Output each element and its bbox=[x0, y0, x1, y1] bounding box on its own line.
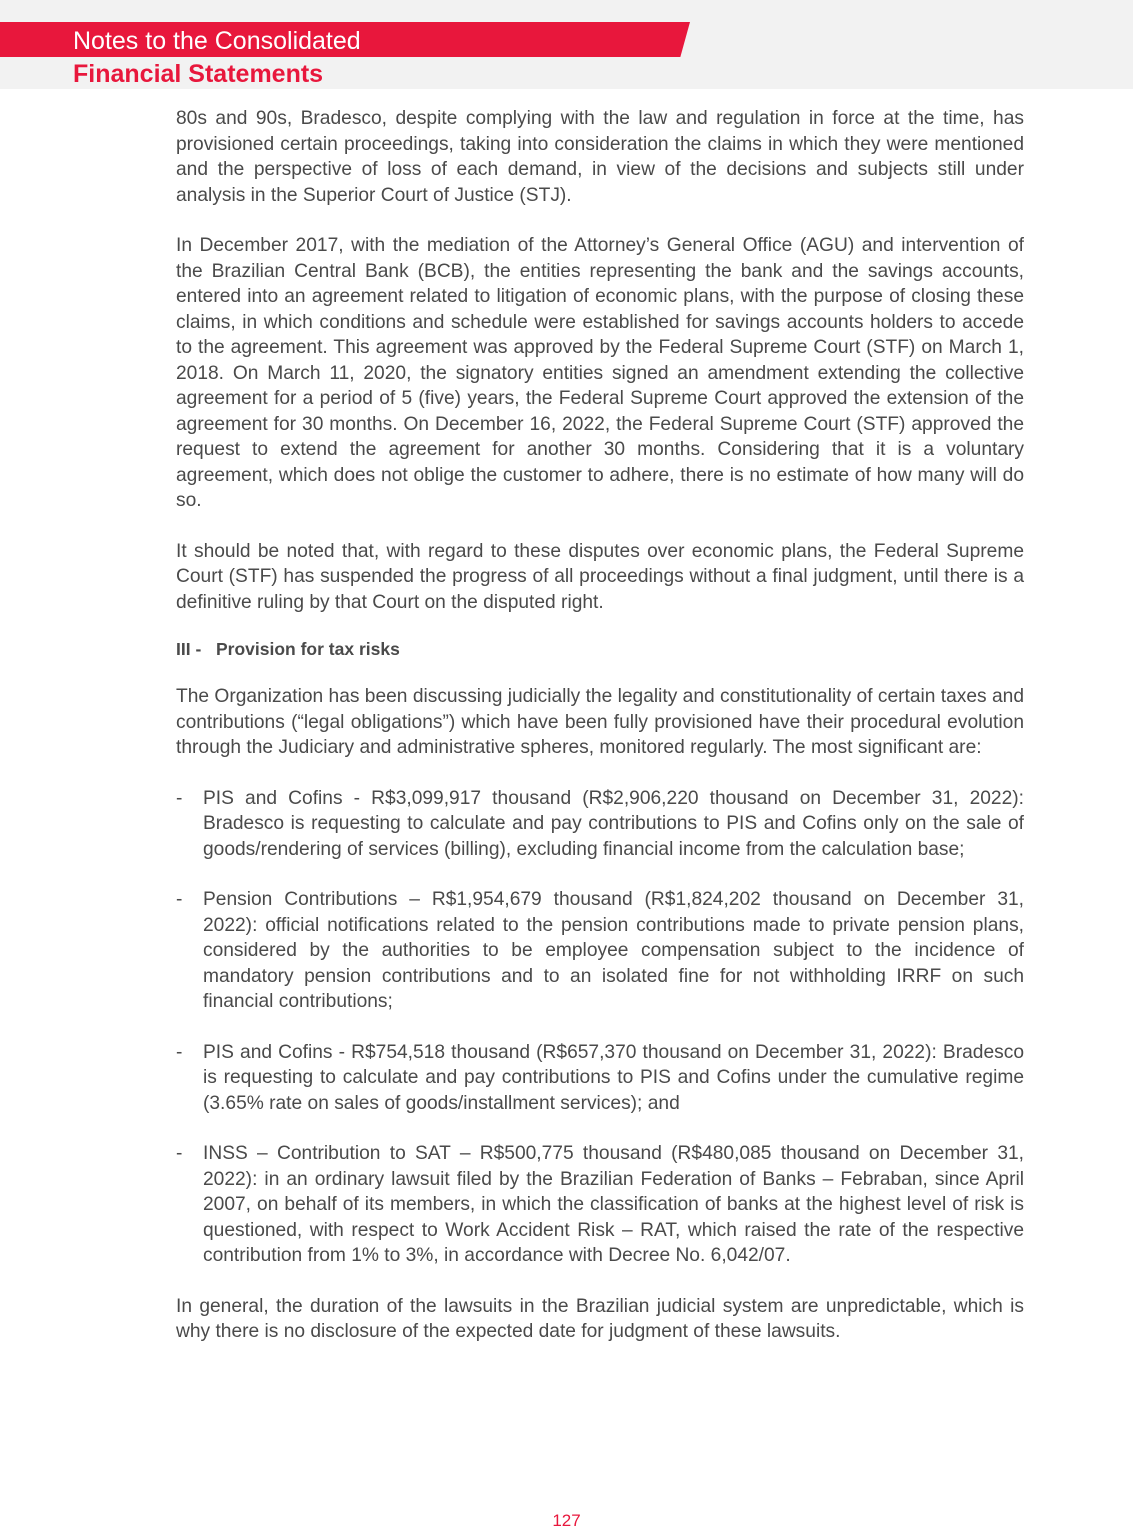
bullet-dash: - bbox=[176, 787, 183, 809]
section-title: Provision for tax risks bbox=[216, 639, 400, 659]
section-intro: The Organization has been discussing judicially the legality and constitutionality of certain taxes and contributions (“legal obligations”) which have been fully provisioned have their procedural evolution through the Judiciary and administrative spheres, monitored regularly. The most significant are: bbox=[176, 686, 1024, 758]
section-heading bbox=[176, 638, 1024, 660]
document-body bbox=[176, 106, 1024, 1370]
list-item-text: PIS and Cofins - R$754,518 thousand (R$657,370 thousand on December 31, 2022): Bradesco is requesting to calculate and pay contributions to PIS and Cofins under the cumulative regime (3.65% rate on sales of goods/installment services); and bbox=[203, 1041, 1024, 1114]
section-number: III - bbox=[176, 639, 202, 659]
closing-paragraph: In general, the duration of the lawsuits in the Brazilian judicial system are unpredictable, which is why there is no disclosure of the expected date for judgment of these lawsuits. bbox=[176, 1295, 1024, 1342]
list-item-text: Pension Contributions – R$1,954,679 thousand (R$1,824,202 thousand on December 31, 2022): official notifications related to the pension contributions made to private pension plans, considered by the authorities to be employee compensation subject to the incidence of mandatory pension contributions and to an isolated fine for not withholding IRRF on such financial contributions; bbox=[203, 889, 1024, 1012]
header-title-line1: Notes to the Consolidated bbox=[73, 27, 361, 55]
paragraph-1: 80s and 90s, Bradesco, despite complying with the law and regulation in force at the time, has provisioned certain proceedings, taking into consideration the claims in which they were mentioned and the perspective of loss of each demand, in view of the decisions and subjects still under analysis in the Superior Court of Justice (STJ). bbox=[176, 108, 1024, 206]
list-item bbox=[176, 887, 1024, 1015]
list-item bbox=[176, 1141, 1024, 1269]
list-item-text: PIS and Cofins - R$3,099,917 thousand (R$2,906,220 thousand on December 31, 2022): Bradesco is requesting to calculate and pay contributions to PIS and Cofins only on the sale of goods/rendering of services (billing), excluding financial income from the calculation base; bbox=[203, 787, 1024, 860]
paragraph-3: It should be noted that, with regard to these disputes over economic plans, the Federal Supreme Court (STF) has suspended the progress of all proceedings without a final judgment, until there is a definitive ruling by that Court on the disputed right. bbox=[176, 540, 1024, 613]
bullet-dash: - bbox=[176, 889, 183, 910]
list-item bbox=[176, 786, 1024, 863]
bullet-dash: - bbox=[176, 1041, 183, 1063]
page-number: 127 bbox=[552, 1511, 581, 1530]
paragraph-2: In December 2017, with the mediation of the Attorney’s General Office (AGU) and intervention of the Brazilian Central Bank (BCB), the entities representing the bank and the savings accounts, entered into an agreement related to litigation of economic plans, with the purpose of closing these claims, in which conditions and schedule were established for savings accounts holders to accede to the agreement. This agreement was approved by the Federal Supreme Court (STF) on March 1, 2018. On March 11, 2020, the signatory entities signed an amendment extending the collective agreement for a period of 5 (five) years, the Federal Supreme Court approved the extension of the agreement for 30 months. On December 16, 2022, the Federal Supreme Court (STF) approved the request to extend the agreement for another 30 months. Considering that it is a voluntary agreement, which does not oblige the customer to adhere, there is no estimate of how many will do so. bbox=[176, 235, 1024, 511]
list-item-text: INSS – Contribution to SAT – R$500,775 thousand (R$480,085 thousand on December 31, 2022): in an ordinary lawsuit filed by the Brazilian Federation of Banks – Febraban, since April 2007, on behalf of its members, in which the classification of banks at the highest level of risk is questioned, with respect to Work Accident Risk – RAT, which raised the rate of the respective contribution from 1% to 3%, in accordance with Decree No. 6,042/07. bbox=[203, 1143, 1024, 1266]
list-item bbox=[176, 1040, 1024, 1117]
bullet-dash: - bbox=[176, 1143, 183, 1164]
header-title-line2: Financial Statements bbox=[73, 60, 324, 88]
